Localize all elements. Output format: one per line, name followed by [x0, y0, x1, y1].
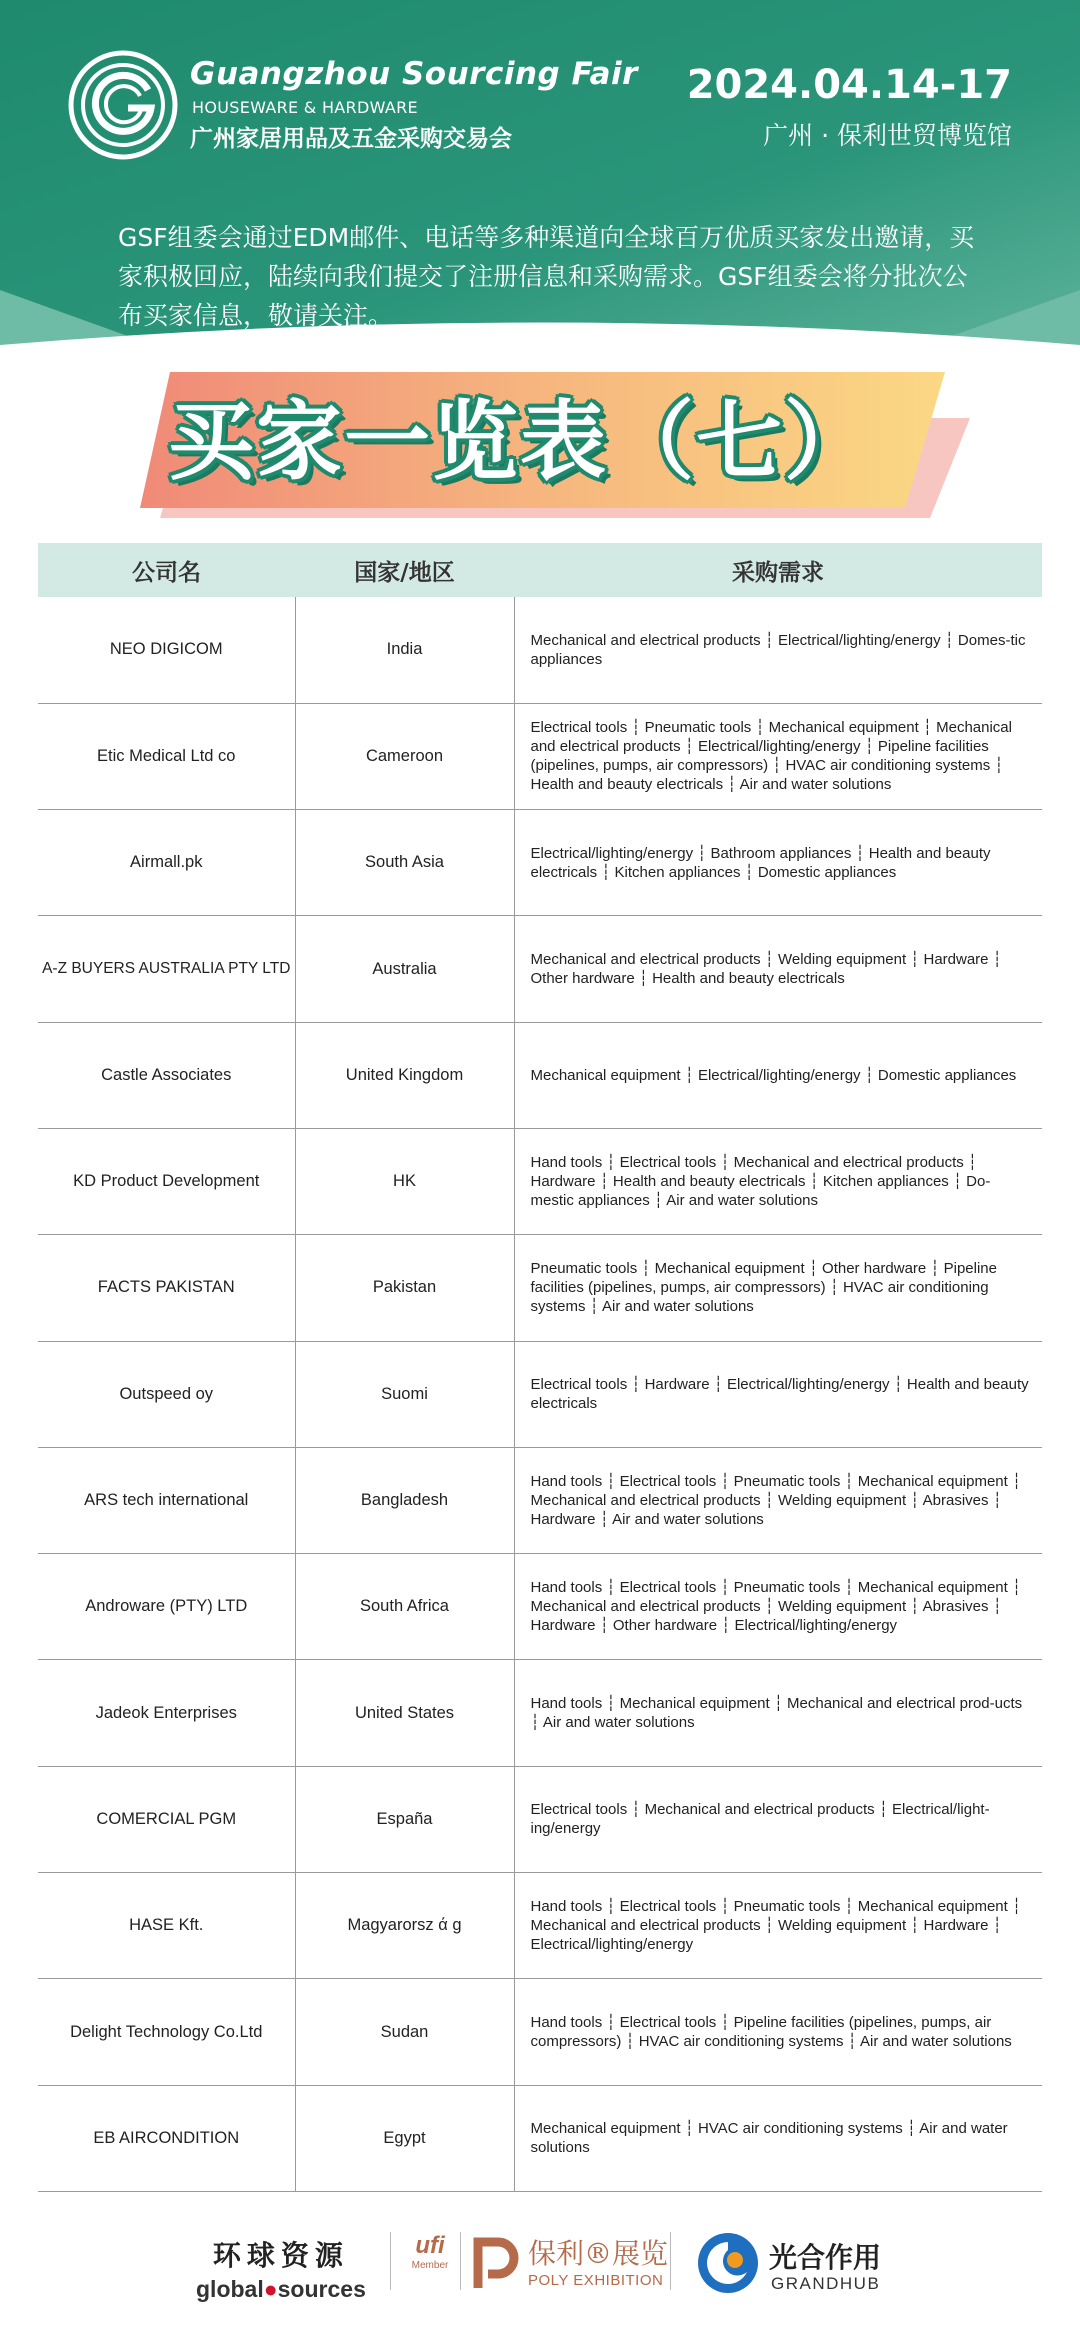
- global-sources-en-a: global: [196, 2276, 264, 2302]
- table-row: [38, 1447, 1042, 1553]
- needs-cell: Hand tools ┆ Electrical tools ┆ Mechanical and electrical products ┆ Hardware ┆ Health and beauty electricals ┆ Kitchen appliances ┆ Do-mestic appliances ┆ Air and water solutions: [514, 1128, 1042, 1234]
- needs-cell: Mechanical and electrical products ┆ Electrical/lighting/energy ┆ Domes-tic appliances: [514, 597, 1042, 703]
- needs-cell: Mechanical equipment ┆ Electrical/lighting/energy ┆ Domestic appliances: [514, 1022, 1042, 1128]
- table-body: [38, 597, 1042, 2191]
- fair-name-cn: 广州家居用品及五金采购交易会: [190, 126, 512, 152]
- company-cell: COMERCIAL PGM: [38, 1766, 295, 1872]
- ufi-mark: ufi: [415, 2232, 445, 2259]
- table-row: [38, 1554, 1042, 1660]
- ufi-sub: Member: [411, 2260, 449, 2271]
- global-sources-en-b: sources: [277, 2276, 366, 2302]
- fair-subtitle: HOUSEWARE & HARDWARE: [192, 98, 418, 117]
- table-row: [38, 597, 1042, 703]
- country-cell: Suomi: [295, 1341, 514, 1447]
- intro-text: GSF组委会通过EDM邮件、电话等多种渠道向全球百万优质买家发出邀请，买家积极回应，陆续向我们提交了注册信息和采购需求。GSF组委会将分批次公布买家信息，敬请关注。: [118, 223, 975, 330]
- needs-cell: Hand tools ┆ Mechanical equipment ┆ Mechanical and electrical prod-ucts ┆ Air and water solutions: [514, 1660, 1042, 1766]
- footer-logos: [0, 2210, 1080, 2310]
- company-cell: Androware (PTY) LTD: [38, 1554, 295, 1660]
- fair-venue: 广州 · 保利世贸博览馆: [763, 121, 1012, 150]
- company-cell: EB AIRCONDITION: [38, 2085, 295, 2191]
- header: [0, 0, 1080, 430]
- grandhub-en: GRANDHUB: [771, 2274, 881, 2293]
- table-row: [38, 1766, 1042, 1872]
- global-sources-dot: ●: [263, 2276, 278, 2302]
- needs-cell: Hand tools ┆ Electrical tools ┆ Pneumatic tools ┆ Mechanical equipment ┆ Mechanical and electrical products ┆ Welding equipment ┆ Abrasives ┆ Hardware ┆ Air and water solutions: [514, 1447, 1042, 1553]
- company-cell: HASE Kft.: [38, 1873, 295, 1979]
- grandhub-cn: 光合作用: [769, 2241, 882, 2274]
- country-cell: Egypt: [295, 2085, 514, 2191]
- global-sources-logo: [196, 2234, 366, 2303]
- needs-cell: Hand tools ┆ Electrical tools ┆ Pneumatic tools ┆ Mechanical equipment ┆ Mechanical and electrical products ┆ Welding equipment ┆ Hardware ┆ Electrical/lighting/energy: [514, 1873, 1042, 1979]
- table-row: [38, 1341, 1042, 1447]
- table-header-row: [38, 543, 1042, 597]
- gsf-logo: [68, 50, 178, 160]
- country-cell: Cameroon: [295, 703, 514, 809]
- company-cell: Outspeed oy: [38, 1341, 295, 1447]
- company-cell: KD Product Development: [38, 1128, 295, 1234]
- table-row: [38, 810, 1042, 916]
- needs-cell: Electrical tools ┆ Pneumatic tools ┆ Mechanical equipment ┆ Mechanical and electrical products ┆ Electrical/lighting/energy ┆ Pipeline facilities (pipelines, pumps, air compressors) ┆ HVAC air conditioning systems ┆ Health and beauty electricals ┆ Air and water solutions: [514, 703, 1042, 809]
- buyer-table: [38, 543, 1042, 2192]
- fair-name-en: Guangzhou Sourcing Fair: [190, 56, 638, 92]
- footer-divider: [460, 2232, 461, 2290]
- needs-cell: Mechanical and electrical products ┆ Welding equipment ┆ Hardware ┆ Other hardware ┆ Health and beauty electricals: [514, 916, 1042, 1022]
- company-cell: FACTS PAKISTAN: [38, 1235, 295, 1341]
- company-cell: Castle Associates: [38, 1022, 295, 1128]
- column-header-company: 公司名: [38, 543, 295, 597]
- company-cell: A-Z BUYERS AUSTRALIA PTY LTD: [38, 916, 295, 1022]
- country-cell: South Asia: [295, 810, 514, 916]
- table-row: [38, 916, 1042, 1022]
- table-row: [38, 1660, 1042, 1766]
- country-cell: Bangladesh: [295, 1447, 514, 1553]
- needs-cell: Electrical tools ┆ Mechanical and electrical products ┆ Electrical/light-ing/energy: [514, 1766, 1042, 1872]
- company-cell: ARS tech international: [38, 1447, 295, 1553]
- needs-cell: Electrical/lighting/energy ┆ Bathroom appliances ┆ Health and beauty electricals ┆ Kitchen appliances ┆ Domestic appliances: [514, 810, 1042, 916]
- list-title: 买家一览表（七）: [168, 392, 872, 492]
- table-row: [38, 1022, 1042, 1128]
- country-cell: Magyarorsz ά g: [295, 1873, 514, 1979]
- company-cell: Delight Technology Co.Ltd: [38, 1979, 295, 2085]
- country-cell: South Africa: [295, 1554, 514, 1660]
- needs-cell: Mechanical equipment ┆ HVAC air conditioning systems ┆ Air and water solutions: [514, 2085, 1042, 2191]
- country-cell: Pakistan: [295, 1235, 514, 1341]
- company-cell: Airmall.pk: [38, 810, 295, 916]
- column-header-needs: 采购需求: [514, 543, 1042, 597]
- table-row: [38, 1873, 1042, 1979]
- global-sources-en: [196, 2276, 366, 2303]
- country-cell: España: [295, 1766, 514, 1872]
- poly-en: POLY EXHIBITION: [528, 2272, 664, 2289]
- needs-cell: Hand tools ┆ Electrical tools ┆ Pipeline facilities (pipelines, pumps, air compressors) ┆ HVAC air conditioning systems ┆ Air and water solutions: [514, 1979, 1042, 2085]
- country-cell: Australia: [295, 916, 514, 1022]
- country-cell: Sudan: [295, 1979, 514, 2085]
- poly-p-icon: [472, 2236, 520, 2290]
- table-row: [38, 2085, 1042, 2191]
- country-cell: United States: [295, 1660, 514, 1766]
- fair-date: 2024.04.14-17: [686, 62, 1012, 108]
- needs-cell: Electrical tools ┆ Hardware ┆ Electrical/lighting/energy ┆ Health and beauty electricals: [514, 1341, 1042, 1447]
- table-row: [38, 1235, 1042, 1341]
- global-sources-cn: 环球资源: [212, 2239, 349, 2272]
- table-row: [38, 703, 1042, 809]
- company-cell: NEO DIGICOM: [38, 597, 295, 703]
- poly-cn: 保利®展览: [528, 2237, 669, 2270]
- country-cell: United Kingdom: [295, 1022, 514, 1128]
- footer-divider: [390, 2232, 391, 2290]
- table-row: [38, 1979, 1042, 2085]
- table-row: [38, 1128, 1042, 1234]
- country-cell: HK: [295, 1128, 514, 1234]
- company-cell: Etic Medical Ltd co: [38, 703, 295, 809]
- ufi-logo: [410, 2232, 450, 2271]
- needs-cell: Hand tools ┆ Electrical tools ┆ Pneumatic tools ┆ Mechanical equipment ┆ Mechanical and electrical products ┆ Welding equipment ┆ Abrasives ┆ Hardware ┆ Other hardware ┆ Electrical/lighting/energy: [514, 1554, 1042, 1660]
- column-header-country: 国家/地区: [295, 543, 514, 597]
- footer-divider: [670, 2232, 671, 2290]
- country-cell: India: [295, 597, 514, 703]
- grandhub-icon: [695, 2230, 761, 2296]
- company-cell: Jadeok Enterprises: [38, 1660, 295, 1766]
- needs-cell: Pneumatic tools ┆ Mechanical equipment ┆ Other hardware ┆ Pipeline facilities (pipelines, pumps, air compressors) ┆ HVAC air conditioning systems ┆ Air and water solutions: [514, 1235, 1042, 1341]
